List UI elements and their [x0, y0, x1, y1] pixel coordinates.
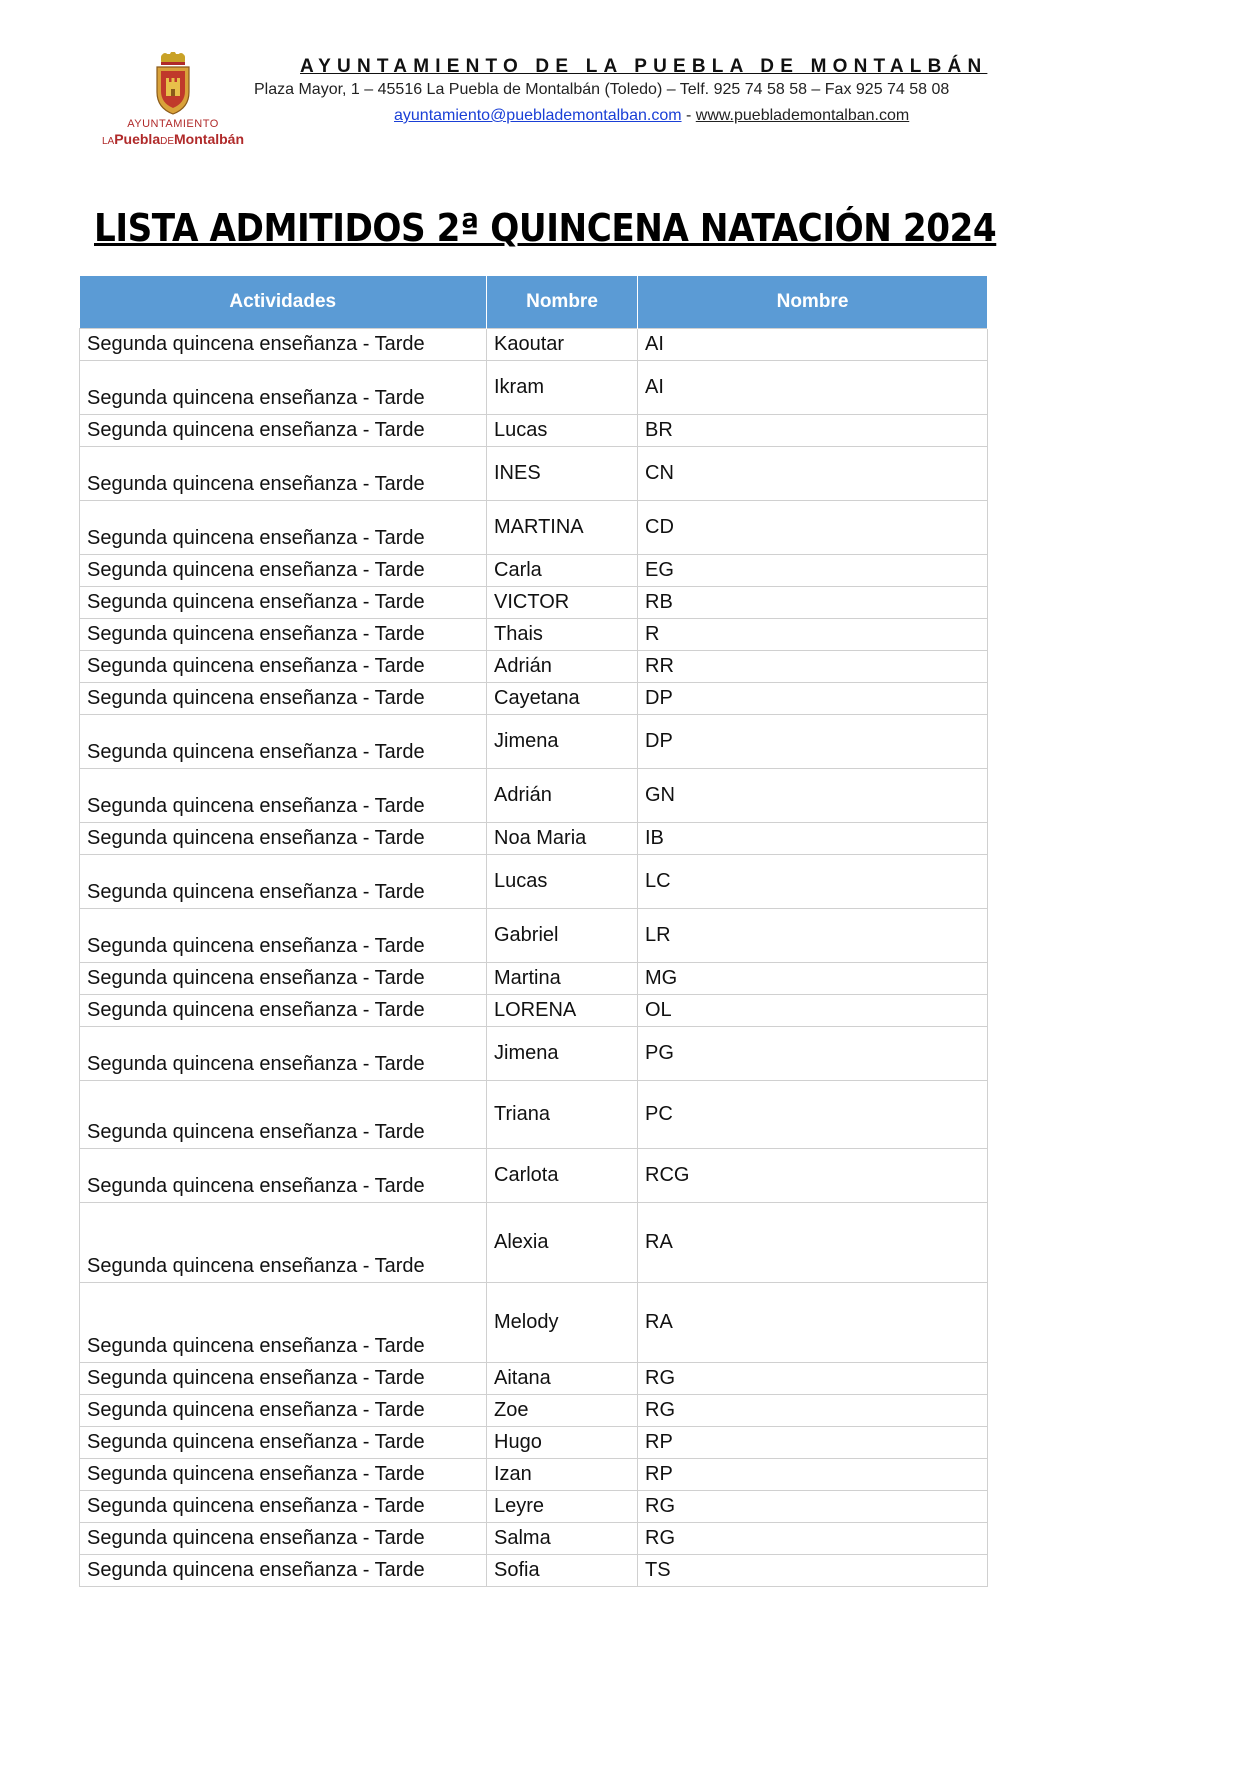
table-row	[80, 1459, 988, 1491]
activity-cell: Segunda quincena enseñanza - Tarde	[80, 1081, 487, 1149]
table-row	[80, 1363, 988, 1395]
name-cell: LORENA	[487, 995, 638, 1027]
name-cell: Adrián	[487, 769, 638, 823]
name-cell: Lucas	[487, 855, 638, 909]
name-cell: Ikram	[487, 361, 638, 415]
table-row	[80, 1027, 988, 1081]
name-cell: Triana	[487, 1081, 638, 1149]
surname-cell: PC	[638, 1081, 988, 1149]
activity-cell: Segunda quincena enseñanza - Tarde	[80, 715, 487, 769]
name-cell: Jimena	[487, 1027, 638, 1081]
table-row	[80, 329, 988, 361]
activity-cell: Segunda quincena enseñanza - Tarde	[80, 769, 487, 823]
table-row	[80, 855, 988, 909]
name-cell: Melody	[487, 1283, 638, 1363]
name-cell: Izan	[487, 1459, 638, 1491]
table-row	[80, 587, 988, 619]
activity-cell: Segunda quincena enseñanza - Tarde	[80, 1027, 487, 1081]
surname-cell: DP	[638, 715, 988, 769]
column-header-activities: Actividades	[80, 276, 487, 329]
surname-cell: PG	[638, 1027, 988, 1081]
activity-cell: Segunda quincena enseñanza - Tarde	[80, 587, 487, 619]
name-cell: Hugo	[487, 1427, 638, 1459]
activity-cell: Segunda quincena enseñanza - Tarde	[80, 651, 487, 683]
activity-cell: Segunda quincena enseñanza - Tarde	[80, 1363, 487, 1395]
name-cell: Salma	[487, 1523, 638, 1555]
email-link[interactable]: ayuntamiento@pueblademontalban.com	[394, 107, 682, 124]
name-cell: Jimena	[487, 715, 638, 769]
table-row	[80, 1149, 988, 1203]
surname-cell: AI	[638, 329, 988, 361]
activity-cell: Segunda quincena enseñanza - Tarde	[80, 1203, 487, 1283]
name-cell: Zoe	[487, 1395, 638, 1427]
surname-cell: OL	[638, 995, 988, 1027]
name-cell: MARTINA	[487, 501, 638, 555]
surname-cell: RP	[638, 1459, 988, 1491]
name-cell: Carla	[487, 555, 638, 587]
logo-text-montalban: Montalbán	[174, 131, 245, 147]
table-row	[80, 501, 988, 555]
surname-cell: LR	[638, 909, 988, 963]
table-row	[80, 823, 988, 855]
surname-cell: R	[638, 619, 988, 651]
table-row	[80, 361, 988, 415]
table-row	[80, 1203, 988, 1283]
surname-cell: RG	[638, 1491, 988, 1523]
activity-cell: Segunda quincena enseñanza - Tarde	[80, 415, 487, 447]
logo-text-town	[88, 131, 258, 147]
surname-cell: RG	[638, 1395, 988, 1427]
activity-cell: Segunda quincena enseñanza - Tarde	[80, 995, 487, 1027]
surname-cell: RP	[638, 1427, 988, 1459]
table-row	[80, 909, 988, 963]
name-cell: VICTOR	[487, 587, 638, 619]
name-cell: Cayetana	[487, 683, 638, 715]
org-links	[394, 107, 909, 125]
table-row	[80, 769, 988, 823]
activity-cell: Segunda quincena enseñanza - Tarde	[80, 1283, 487, 1363]
surname-cell: RB	[638, 587, 988, 619]
logo-text-de: DE	[160, 136, 175, 147]
column-header-surname: Nombre	[638, 276, 988, 329]
table-row	[80, 683, 988, 715]
activity-cell: Segunda quincena enseñanza - Tarde	[80, 1491, 487, 1523]
surname-cell: RA	[638, 1203, 988, 1283]
surname-cell: RR	[638, 651, 988, 683]
surname-cell: BR	[638, 415, 988, 447]
surname-cell: CN	[638, 447, 988, 501]
name-cell: Adrián	[487, 651, 638, 683]
surname-cell: IB	[638, 823, 988, 855]
activity-cell: Segunda quincena enseñanza - Tarde	[80, 909, 487, 963]
column-header-name: Nombre	[487, 276, 638, 329]
logo-text-la: LA	[101, 136, 115, 147]
table-row	[80, 415, 988, 447]
name-cell: Martina	[487, 963, 638, 995]
admitted-list-table	[79, 276, 988, 1587]
website-link[interactable]: www.pueblademontalban.com	[695, 107, 910, 124]
table-row	[80, 619, 988, 651]
table-row	[80, 1395, 988, 1427]
activity-cell: Segunda quincena enseñanza - Tarde	[80, 619, 487, 651]
name-cell: Aitana	[487, 1363, 638, 1395]
table-row	[80, 995, 988, 1027]
surname-cell: CD	[638, 501, 988, 555]
activity-cell: Segunda quincena enseñanza - Tarde	[80, 447, 487, 501]
surname-cell: LC	[638, 855, 988, 909]
activity-cell: Segunda quincena enseñanza - Tarde	[80, 683, 487, 715]
activity-cell: Segunda quincena enseñanza - Tarde	[80, 555, 487, 587]
surname-cell: GN	[638, 769, 988, 823]
page-title: LISTA ADMITIDOS 2ª QUINCENA NATACIÓN 2024	[94, 206, 997, 250]
table-row	[80, 1283, 988, 1363]
name-cell: Leyre	[487, 1491, 638, 1523]
org-title: AYUNTAMIENTO DE LA PUEBLA DE MONTALBÁN	[300, 56, 988, 77]
activity-cell: Segunda quincena enseñanza - Tarde	[80, 1427, 487, 1459]
activity-cell: Segunda quincena enseñanza - Tarde	[80, 361, 487, 415]
name-cell: Sofia	[487, 1555, 638, 1587]
table-row	[80, 651, 988, 683]
logo-text-ayuntamiento: AYUNTAMIENTO	[127, 118, 219, 130]
name-cell: Carlota	[487, 1149, 638, 1203]
table-row	[80, 715, 988, 769]
table-row	[80, 555, 988, 587]
municipal-logo	[88, 52, 258, 162]
activity-cell: Segunda quincena enseñanza - Tarde	[80, 855, 487, 909]
surname-cell: RCG	[638, 1149, 988, 1203]
surname-cell: RG	[638, 1363, 988, 1395]
surname-cell: MG	[638, 963, 988, 995]
name-cell: Kaoutar	[487, 329, 638, 361]
table-row	[80, 1523, 988, 1555]
table-row	[80, 1491, 988, 1523]
logo-text-puebla: Puebla	[114, 131, 161, 147]
name-cell: Thais	[487, 619, 638, 651]
activity-cell: Segunda quincena enseñanza - Tarde	[80, 963, 487, 995]
link-separator: -	[681, 107, 696, 124]
activity-cell: Segunda quincena enseñanza - Tarde	[80, 1523, 487, 1555]
activity-cell: Segunda quincena enseñanza - Tarde	[80, 1459, 487, 1491]
org-address: Plaza Mayor, 1 – 45516 La Puebla de Montalbán (Toledo) – Telf. 925 74 58 58 – Fax 925 74 58 08	[254, 81, 950, 98]
activity-cell: Segunda quincena enseñanza - Tarde	[80, 823, 487, 855]
table-row	[80, 1555, 988, 1587]
surname-cell: DP	[638, 683, 988, 715]
surname-cell: TS	[638, 1555, 988, 1587]
surname-cell: RG	[638, 1523, 988, 1555]
table-row	[80, 963, 988, 995]
surname-cell: EG	[638, 555, 988, 587]
activity-cell: Segunda quincena enseñanza - Tarde	[80, 1395, 487, 1427]
table-row	[80, 1081, 988, 1149]
name-cell: Noa Maria	[487, 823, 638, 855]
activity-cell: Segunda quincena enseñanza - Tarde	[80, 501, 487, 555]
surname-cell: RA	[638, 1283, 988, 1363]
activity-cell: Segunda quincena enseñanza - Tarde	[80, 329, 487, 361]
surname-cell: AI	[638, 361, 988, 415]
name-cell: Alexia	[487, 1203, 638, 1283]
coat-of-arms-icon	[151, 52, 195, 116]
table-row	[80, 447, 988, 501]
name-cell: INES	[487, 447, 638, 501]
activity-cell: Segunda quincena enseñanza - Tarde	[80, 1149, 487, 1203]
name-cell: Gabriel	[487, 909, 638, 963]
table-row	[80, 1427, 988, 1459]
activity-cell: Segunda quincena enseñanza - Tarde	[80, 1555, 487, 1587]
table-header-row	[80, 276, 988, 329]
name-cell: Lucas	[487, 415, 638, 447]
